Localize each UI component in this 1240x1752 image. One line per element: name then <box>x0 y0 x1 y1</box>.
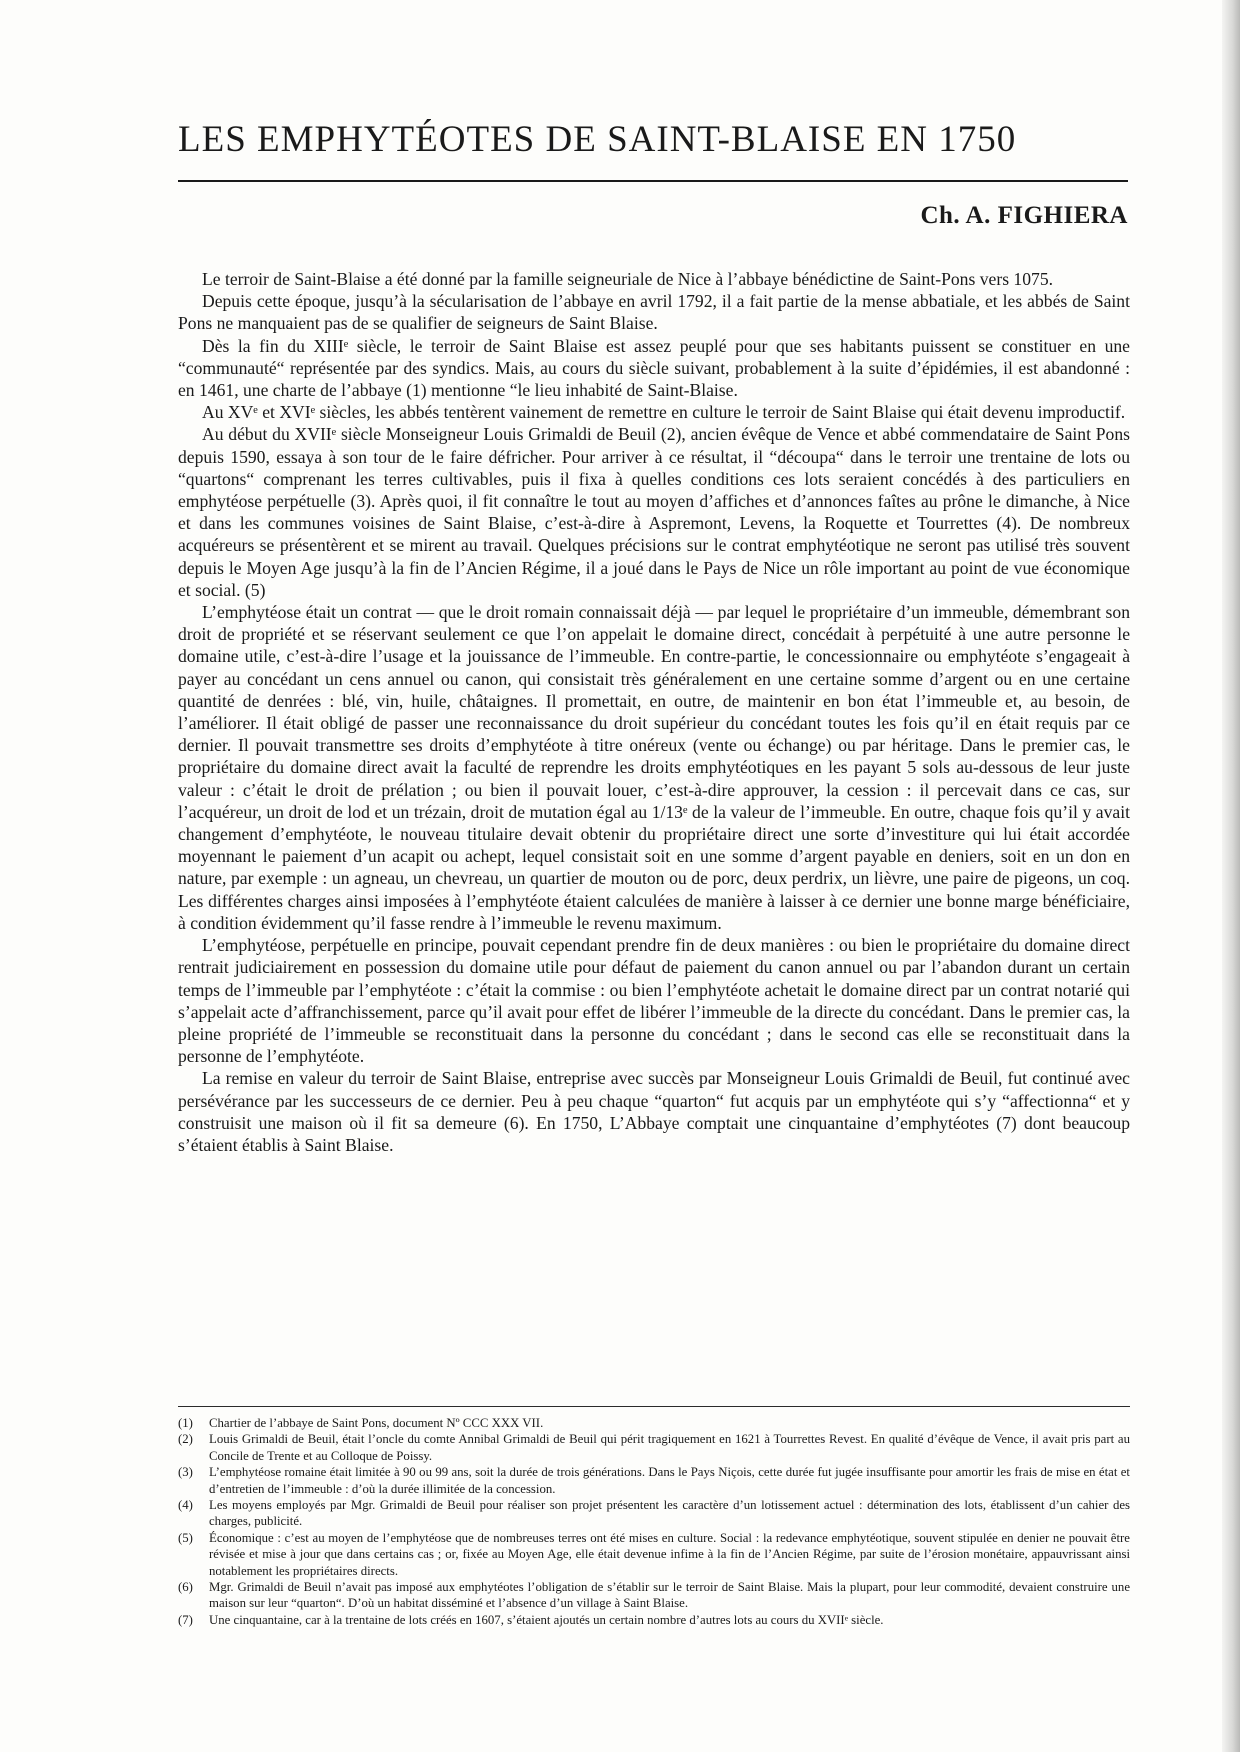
body-paragraph: L’emphytéose, perpétuelle en principe, pouvait cependant prendre fin de deux manières : ou bien le propriétaire du domaine direct rentrait judiciairement en possession du domaine utile pour défaut de paiement du canon annuel ou par l’abandon durant un certain temps de l’immeuble par l’emphytéote : c’était la commise : ou bien l’emphytéote achetait le domaine direct par un contrat notarié qui s’appelait acte d’affranchissement, parce qu’il avait pour effet de libérer l’immeuble de la directe du concédant. Dans le premier cas, la pleine propriété de l’immeuble se reconstituait dans la personne du concédant ; dans le second cas elle se reconstituait dans la personne de l’emphytéote. <box>178 935 1130 1067</box>
article-title: LES EMPHYTÉOTES DE SAINT-BLAISE EN 1750 <box>178 119 1017 160</box>
body-paragraph: Le terroir de Saint-Blaise a été donné par la famille seigneuriale de Nice à l’abbaye bénédictine de Saint-Pons vers 1075. <box>202 269 1054 289</box>
footnote-divider <box>178 1406 1130 1407</box>
footnote-number: (4) <box>178 1498 193 1513</box>
footnote <box>178 1431 1130 1464</box>
footnotes-section <box>178 1415 1130 1628</box>
footnote <box>178 1579 1130 1612</box>
footnote-text: Mgr. Grimaldi de Beuil n’avait pas imposé aux emphytéotes l’obligation de s’établir sur le terroir de Saint Blaise. Mais la plupart, pour leur commodité, devaient construire une maison sur leur “quarton“. D’où un habitat disséminé et l’absence d’un village à Saint Blaise. <box>209 1580 1130 1611</box>
footnote-number: (7) <box>178 1612 193 1627</box>
footnote-number: (1) <box>178 1416 193 1430</box>
body-paragraph: L’emphytéose était un contrat — que le droit romain connaissait déjà — par lequel le propriétaire d’un immeuble, démembrant son droit de propriété et se réservant seulement ce que l’on appelait le domaine direct, concédait à perpétuité à une autre personne le domaine utile, c’est-à-dire l’usage et la jouissance de l’immeuble. En contre-partie, le concessionnaire ou emphytéote s’engageait à payer au concédant un cens annuel ou canon, qui consistait très généralement en une certaine somme d’argent ou en une certaine quantité de denrées : blé, vin, huile, châtaignes. Il promettait, en outre, de maintenir en bon état l’immeuble et, au besoin, de l’améliorer. Il était obligé de passer une reconnaissance du droit supérieur du concédant toutes les fois qu’il en était requis par ce dernier. Il pouvait transmettre ses droits d’emphytéote à titre onéreux (vente ou échange) ou par héritage. Dans le premier cas, le propriétaire du domaine direct avait la faculté de reprendre les droits emphytéotiques en les payant 5 sols au-dessous de leur juste valeur : c’était le droit de prélation ; ou bien il pouvait louer, c’est-à-dire approuver, la cession : il percevait dans ce cas, sur l’acquéreur, un droit de lod et un trézain, droit de mutation égal au 1/13ᵉ de la valeur de l’immeuble. En outre, chaque fois qu’il y avait changement d’emphytéote, le nouveau titulaire devait obtenir du propriétaire direct une sorte d’investiture qui lui était accordée moyennant le paiement d’un acapit ou achept, lequel consistait soit en une somme d’argent payable en deniers, soit en un don en nature, par exemple : un agneau, un chevreau, un quartier de mouton ou de porc, deux perdrix, un lièvre, une paire de pigeons, un coq. Les différentes charges ainsi imposées à l’emphytéote étaient calculées de manière à laisser à ce dernier une bonne marge bénéficiaire, à condition évidemment qu’il fasse rendre à l’immeuble le revenu maximum. <box>178 602 1130 933</box>
footnote-text: Les moyens employés par Mgr. Grimaldi de Beuil pour réaliser son projet présentent les caractère d’un lotissement actuel : détermination des lots, établissent d’un cahier des charges, publicité. <box>209 1498 1130 1529</box>
footnote-number: (3) <box>178 1465 193 1480</box>
footnote <box>178 1612 1130 1628</box>
footnote-number: (6) <box>178 1580 193 1595</box>
title-divider <box>178 180 1128 182</box>
footnote <box>178 1530 1130 1579</box>
article-body <box>178 268 1130 1156</box>
body-paragraph: Depuis cette époque, jusqu’à la sécularisation de l’abbaye en avril 1792, il a fait partie de la mense abbatiale, et les abbés de Saint Pons ne manquaient pas de se qualifier de seigneurs de Saint Blaise. <box>178 291 1130 334</box>
body-paragraph: Au début du XVIIᵉ siècle Monseigneur Louis Grimaldi de Beuil (2), ancien évêque de Vence et abbé commendataire de Saint Pons depuis 1590, essaya à son tour de le faire défricher. Pour arriver à ce résultat, il “découpa“ dans le terroir une trentaine de lots ou “quartons“ comprenant les terres cultivables, puis il fixa à quelles conditions ces lots seraient concédés à des particuliers en emphytéose perpétuelle (3). Après quoi, il fit connaître le tout au moyen d’affiches et d’annonces faîtes au prône le dimanche, à Nice et dans les communes voisines de Saint Blaise, c’est-à-dire à Aspremont, Levens, la Roquette et Tourrettes (4). De nombreux acquéreurs se présentèrent et se mirent au travail. Quelques précisions sur le contrat emphytéotique ne seront pas utilisé très souvent depuis le Moyen Age jusqu’à la fin de l’Ancien Régime, il a joué dans le Pays de Nice un rôle important au point de vue économique et social. (5) <box>178 424 1130 600</box>
footnote <box>178 1415 1130 1431</box>
body-paragraph: La remise en valeur du terroir de Saint Blaise, entreprise avec succès par Monseigneur Louis Grimaldi de Beuil, fut continué avec persévérance par les successeurs de ce dernier. Peu à peu chaque “quarton“ fut acquis par un emphytéote qui s’y “affectionna“ et y construisit une maison où il fit sa demeure (6). En 1750, L’Abbaye comptait une cinquantaine d’emphytéotes (7) dont beaucoup s’étaient établis à Saint Blaise. <box>178 1068 1130 1155</box>
footnote-number: (2) <box>178 1432 193 1447</box>
footnote <box>178 1497 1130 1530</box>
footnote-text: Économique : c’est au moyen de l’emphytéose que de nombreuses terres ont été mises en culture. Social : la redevance emphytéotique, souvent stipulée en denier ne pouvait être révisée et mise à jour que dans certains cas ; or, fixée au Moyen Age, elle était devenue infime à la fin de l’Ancien Régime, par suite de l’érosion monétaire, appauvrissant ainsi notablement les propriétaires directs. <box>209 1530 1130 1578</box>
body-paragraph: Dès la fin du XIIIᵉ siècle, le terroir de Saint Blaise est assez peuplé pour que ses habitants puissent se constituer en une “communauté“ représentée par des syndics. Mais, au cours du siècle suivant, probablement à la suite d’épidémies, il est abandonné : en 1461, une charte de l’abbaye (1) mentionne “le lieu inhabité de Saint-Blaise. <box>178 335 1130 401</box>
footnote-text: L’emphytéose romaine était limitée à 90 ou 99 ans, soit la durée de trois générations. Dans le Pays Niçois, cette durée fut jugée insuffisante pour amortir les frais de mise en état et d’entretien de l’immeuble : d’où la durée illimitée de la concession. <box>209 1465 1130 1496</box>
footnote <box>178 1464 1130 1497</box>
scan-page-edge <box>1222 0 1240 1752</box>
footnote-number: (5) <box>178 1530 193 1545</box>
footnote-text: Une cinquantaine, car à la trentaine de lots créés en 1607, s’étaient ajoutés un certain nombre d’autres lots au cours du XVIIᵉ siècle. <box>209 1612 884 1627</box>
footnote-text: Louis Grimaldi de Beuil, était l’oncle du comte Annibal Grimaldi de Beuil qui périt tragiquement en 1621 à Tourrettes Revest. En qualité d’évêque de Vence, il avait pris part au Concile de Trente et au Colloque de Poissy. <box>209 1432 1130 1463</box>
body-paragraph: Au XVᵉ et XVIᵉ siècles, les abbés tentèrent vainement de remettre en culture le terroir de Saint Blaise qui était devenu improductif. <box>202 402 1126 423</box>
article-author: Ch. A. FIGHIERA <box>920 202 1128 229</box>
footnote-text: Chartier de l’abbaye de Saint Pons, document Nº CCC XXX VII. <box>209 1416 544 1430</box>
